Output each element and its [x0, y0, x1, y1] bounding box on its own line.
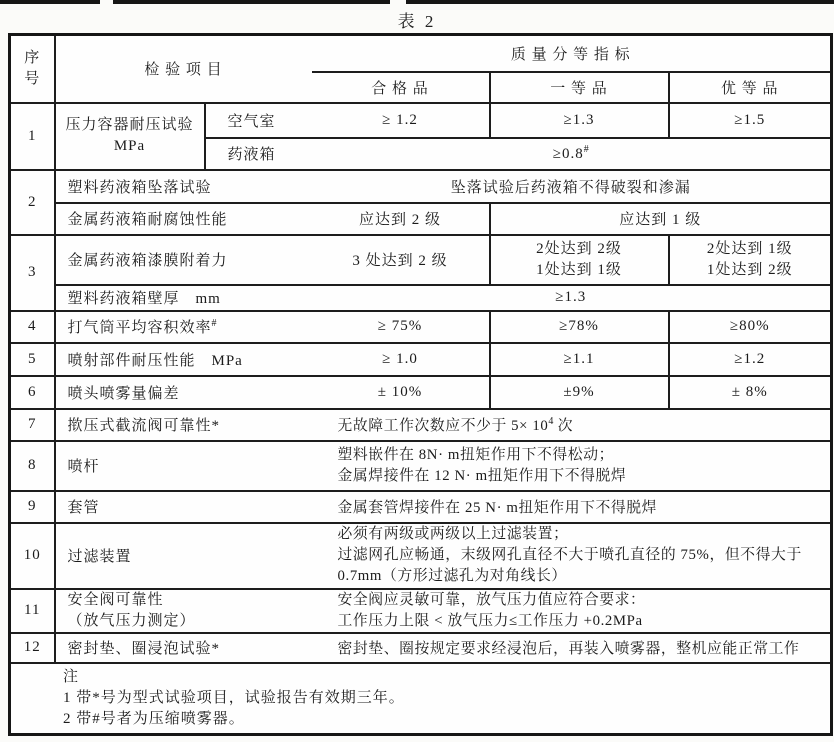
header-serial	[10, 35, 55, 103]
row-2-corrosion-qualified: 应达到 2 级	[312, 203, 490, 235]
row-11-item-line2: （放气压力测定）	[67, 612, 196, 629]
row-4-premium: ≥80%	[669, 311, 832, 343]
row-10-value-line2: 过滤网孔应畅通，末级网孔直径不大于喷孔直径的 75%，但不得大于	[337, 547, 802, 563]
row-3-paint-adhesion-first	[490, 235, 669, 285]
row-11-item-line1: 安全阀可靠性	[67, 591, 164, 608]
row-6-premium: ± 8%	[669, 376, 832, 409]
row-7-item: 揿压式截流阀可靠性*	[55, 409, 312, 441]
row-1-air-chamber-label: 空气室	[205, 103, 312, 138]
header-row-1	[10, 35, 832, 72]
row-1-air-chamber-first: ≥1.3	[490, 103, 669, 138]
row-8-serial: 8	[10, 441, 55, 491]
row-5-qualified: ≥ 1.0	[312, 343, 490, 376]
notes-label: 注	[63, 668, 80, 685]
row-7-value-text: 无故障工作次数应不少于 5× 10	[337, 418, 549, 434]
notes-line1: 1 带*号为型式试验项目，试验报告有效期三年。	[63, 689, 405, 706]
row-1-item-line2: MPa	[113, 138, 146, 154]
header-inspection-item: 检 验 项 目	[55, 35, 312, 103]
row-6-serial: 6	[10, 376, 55, 409]
row-3-paint-adhesion-premium	[669, 235, 832, 285]
row-3-first-line1: 2处达到 2级	[536, 240, 622, 257]
row-4	[10, 311, 832, 343]
quality-grade-table	[8, 33, 833, 736]
row-6	[10, 376, 832, 409]
header-grade-qualified: 合 格 品	[371, 80, 429, 97]
row-5-premium: ≥1.2	[669, 343, 832, 376]
row-2-sub-1	[10, 170, 832, 203]
row-2-sub-2	[10, 203, 832, 235]
row-3-paint-adhesion-qualified: 3 处达到 2 级	[312, 235, 490, 285]
row-3-premium-line2: 1处达到 2级	[706, 261, 793, 278]
row-1-sub-1	[10, 103, 832, 138]
notes-line2: 2 带#号者为压缩喷雾器。	[63, 710, 245, 727]
notes-block	[10, 663, 832, 735]
row-8	[10, 441, 832, 491]
row-10	[10, 523, 832, 589]
row-11-value	[312, 589, 832, 633]
row-7-value	[312, 409, 832, 441]
row-9-value: 金属套管焊接件在 25 N· m扭矩作用下不得脱焊	[312, 491, 832, 523]
row-7-value-suffix: 次	[553, 418, 574, 434]
row-12	[10, 633, 832, 663]
row-7	[10, 409, 832, 441]
row-11-value-line2: 工作压力上限 < 放气压力≤工作压力 +0.2MPa	[337, 612, 643, 629]
row-5	[10, 343, 832, 376]
header-grade-premium: 优 等 品	[669, 72, 832, 103]
row-3-first-line2: 1处达到 1级	[536, 261, 622, 278]
row-1-air-chamber-premium: ≥1.5	[669, 103, 832, 138]
row-8-item: 喷杆	[55, 441, 312, 491]
row-6-item: 喷头喷雾量偏差	[55, 376, 312, 409]
row-7-value-sup: 4	[548, 416, 554, 428]
row-1-liquid-tank-label: 药液箱	[205, 138, 312, 170]
row-1-item-line1: 压力容器耐压试验	[65, 117, 194, 133]
row-6-first: ±9%	[490, 376, 669, 409]
row-4-item	[55, 311, 312, 343]
row-8-value	[312, 441, 832, 491]
row-6-qualified: ± 10%	[312, 376, 490, 409]
row-5-first: ≥1.1	[490, 343, 669, 376]
header-quality-grade-index: 质 量 分 等 指 标	[312, 35, 832, 72]
row-10-value	[312, 523, 832, 589]
row-8-value-line2: 金属焊接件在 12 N· m扭矩作用下不得脱焊	[337, 467, 627, 484]
row-2-serial: 2	[10, 170, 55, 235]
row-3-sub-2	[10, 285, 832, 311]
row-3-wall-thickness-value: ≥1.3	[312, 285, 832, 311]
header-serial-line2: 号	[24, 70, 41, 87]
header-grade-first: 一 等 品	[490, 72, 669, 103]
row-3-premium-line1: 2处达到 1级	[706, 240, 793, 257]
row-9-item: 套管	[55, 491, 312, 523]
row-9-serial: 9	[10, 491, 55, 523]
row-5-serial: 5	[10, 343, 55, 376]
row-3-wall-thickness-item: 塑料药液箱壁厚 mm	[55, 285, 312, 311]
row-4-item-text: 打气筒平均容积效率	[67, 320, 212, 336]
row-2-drop-test-value: 坠落试验后药液箱不得破裂和渗漏	[312, 170, 832, 203]
scan-edge-bar	[0, 0, 834, 4]
row-12-serial: 12	[10, 633, 55, 663]
row-1-serial: 1	[10, 103, 55, 170]
row-11	[10, 589, 832, 633]
row-2-corrosion-first-premium: 应达到 1 级	[490, 203, 832, 235]
row-9	[10, 491, 832, 523]
scan-edge-gap	[390, 0, 406, 4]
row-1-item	[55, 103, 205, 170]
row-11-item	[55, 589, 312, 633]
row-7-serial: 7	[10, 409, 55, 441]
row-10-value-line1: 必须有两级或两级以上过滤装置；	[337, 526, 569, 542]
row-1-air-chamber-qualified: ≥ 1.2	[312, 103, 490, 138]
row-10-item: 过滤装置	[55, 523, 312, 589]
row-4-serial: 4	[10, 311, 55, 343]
row-10-serial: 10	[10, 523, 55, 589]
table-title: 表 2	[397, 12, 437, 31]
row-4-item-sup: #	[211, 318, 217, 329]
row-11-serial: 11	[10, 589, 55, 633]
row-4-first: ≥78%	[490, 311, 669, 343]
row-8-value-line1: 塑料嵌件在 8N· m扭矩作用下不得松动；	[337, 446, 614, 463]
header-serial-line1: 序	[24, 49, 41, 66]
row-12-value: 密封垫、圈按规定要求经浸泡后，再装入喷雾器，整机应能正常工作	[312, 633, 832, 663]
row-2-corrosion-item: 金属药液箱耐腐蚀性能	[55, 203, 312, 235]
row-3-serial: 3	[10, 235, 55, 311]
row-1-liquid-tank-value-text: ≥0.8	[552, 146, 584, 162]
row-1-liquid-tank-value-sup: #	[583, 144, 589, 155]
row-12-item: 密封垫、圈浸泡试验*	[55, 633, 312, 663]
row-11-value-line1: 安全阀应灵敏可靠，放气压力值应符合要求：	[337, 591, 646, 608]
row-3-sub-1	[10, 235, 832, 285]
row-5-item: 喷射部件耐压性能 MPa	[55, 343, 312, 376]
row-2-drop-test-item: 塑料药液箱坠落试验	[55, 170, 312, 203]
scan-edge-gap	[100, 0, 113, 4]
row-4-qualified: ≥ 75%	[312, 311, 490, 343]
row-1-liquid-tank-value	[312, 138, 832, 170]
notes-row	[10, 663, 832, 735]
row-3-paint-adhesion-item: 金属药液箱漆膜附着力	[55, 235, 312, 285]
row-10-value-line3: 0.7mm（方形过滤孔为对角线长）	[337, 568, 567, 584]
